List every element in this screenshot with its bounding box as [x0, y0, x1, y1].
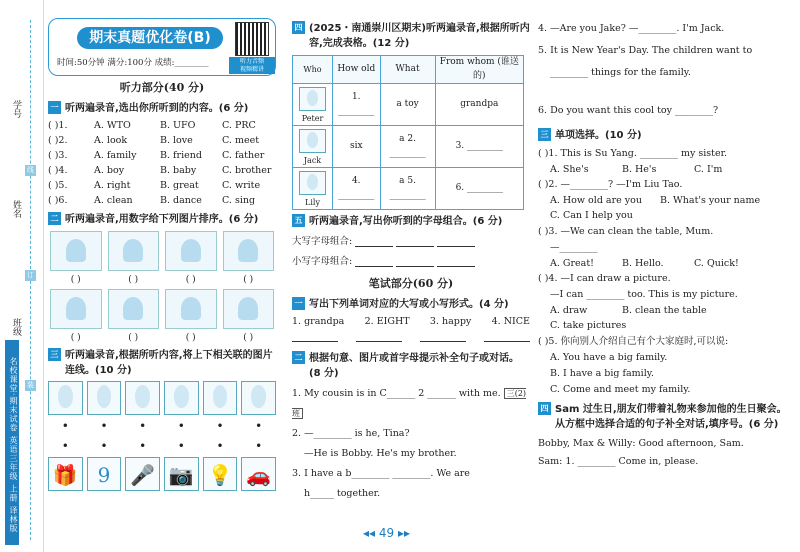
option[interactable]: A. You have a big family. [550, 352, 668, 363]
dialogue-line: Sam: 1. ________ Come in, please. [538, 456, 699, 467]
qr-code-icon[interactable] [235, 22, 269, 56]
option: C. meet [222, 134, 260, 146]
answer-bracket[interactable]: ( )4. [48, 164, 68, 176]
section-title: 听两遍录音,写出你听到的字母组合。(6 分) [309, 216, 503, 227]
picture-grid [50, 231, 274, 344]
word-item: 2. EIGHT [364, 316, 410, 328]
match-dot[interactable]: • [255, 438, 263, 453]
answer-blank[interactable] [420, 333, 466, 342]
margin-mark: 订 [27, 271, 34, 279]
question-row [48, 164, 276, 179]
option: A. WTO [94, 119, 131, 131]
match-dot[interactable]: • [100, 418, 108, 433]
section-title: 写出下列单词对应的大写或小写形式。(4 分) [309, 298, 509, 310]
section-title: (2025・南通崇川区期末)听两遍录音,根据所听内容,完成表格。(12 分) [309, 23, 530, 49]
word-list [292, 315, 530, 331]
sentence-5b: ________ things for the family. [550, 67, 691, 78]
answer-blank[interactable] [355, 258, 393, 267]
section-number: 二 [292, 351, 305, 364]
option: A. clean [94, 194, 133, 206]
table-cell-who: Lily [293, 168, 333, 210]
sentence-4: 4. —Are you Jake? —________. I'm Jack. [538, 23, 725, 34]
section-number: 四 [538, 402, 551, 415]
sentence-1: 1. My cousin is in C______ 2 ______ with me. 三(2)班 [292, 387, 527, 418]
match-dot[interactable]: • [177, 438, 185, 453]
class-badge: 三(2)班 [292, 388, 527, 418]
person-picture [299, 87, 326, 111]
match-dot[interactable]: • [216, 438, 224, 453]
order-bracket[interactable]: ( ) [243, 332, 254, 343]
order-bracket[interactable]: ( ) [128, 332, 139, 343]
answer-blank[interactable] [396, 258, 434, 267]
match-dot[interactable]: • [139, 438, 147, 453]
student-id-label: 学号 [11, 100, 21, 118]
column-1 [48, 18, 276, 493]
option[interactable]: C. Quick! [694, 257, 739, 269]
answer-blank[interactable] [355, 238, 393, 247]
table-header: Who [293, 56, 333, 84]
answer-blank[interactable] [356, 333, 402, 342]
order-bracket[interactable]: ( ) [243, 274, 254, 285]
match-dot[interactable]: • [216, 418, 224, 433]
picture-4 [223, 231, 275, 271]
section-header [292, 351, 530, 381]
word-item: 1. grandpa [292, 316, 345, 328]
table-cell[interactable]: a 2. ________ [380, 126, 435, 168]
option[interactable]: C. I'm [694, 163, 723, 175]
mc-options [538, 193, 796, 208]
answer-bracket[interactable]: ( )5. [48, 179, 68, 191]
table-cell: six [333, 126, 381, 168]
answer-bracket[interactable]: ( )1. [48, 119, 68, 131]
section-number: 三 [538, 128, 551, 141]
table-row [293, 168, 524, 210]
series-stripe: 名校课堂·期末试卷 英语三年级 上册 译林版 [5, 340, 19, 545]
sentence-6: 6. Do you want this cool toy ________? [538, 105, 719, 116]
mc-question: ( )1. This is Su Yang. ________ my sister. [538, 148, 728, 159]
mc-question-line: —I can ________ too. This is my picture. [550, 289, 738, 300]
sentence-3b: h_____ together. [304, 487, 381, 499]
section-number: 一 [48, 101, 61, 114]
sentence-2a: 2. —________ is he, Tina? [292, 427, 410, 439]
table-header: From whom (谁送的) [435, 56, 523, 84]
table-cell[interactable]: 6. ________ [435, 168, 523, 210]
option[interactable]: A. How old are you [550, 194, 642, 206]
picture-3 [165, 231, 217, 271]
picture-1 [50, 231, 102, 271]
uppercase-label: 大写字母组合: [292, 235, 353, 247]
table-cell: a toy [380, 84, 435, 126]
question-list [48, 119, 276, 209]
order-bracket[interactable]: ( ) [70, 274, 81, 285]
section-header [48, 212, 276, 227]
listening-title: 听力部分(40 分) [119, 81, 205, 94]
person-picture [125, 381, 160, 415]
info-table [292, 55, 524, 210]
person-picture [164, 381, 199, 415]
sentence-5a: 5. It is New Year's Day. The children want to [538, 45, 753, 56]
table-cell-who: Jack [293, 126, 333, 168]
option[interactable]: B. Hello. [622, 257, 664, 269]
answer-blank[interactable] [437, 258, 475, 267]
section-header [538, 402, 796, 432]
match-dot[interactable]: • [100, 438, 108, 453]
person-picture [299, 171, 326, 195]
option: B. UFO [160, 119, 196, 131]
column-3 [538, 18, 796, 471]
microphone-icon: 🎤 [125, 457, 160, 491]
gift-icon: 🎁 [48, 457, 83, 491]
section-title: 根据句意、图片或首字母提示补全句子或对话。(8 分) [309, 352, 519, 379]
mc-question: ( )2. —________? —I'm Liu Tao. [538, 179, 683, 190]
column-2 [292, 18, 530, 504]
question-row [48, 179, 276, 194]
picture-7 [165, 289, 217, 329]
option[interactable]: B. clean the table [622, 304, 707, 316]
option[interactable]: A. She's [550, 163, 589, 175]
option: B. baby [160, 164, 197, 176]
option: A. look [94, 134, 128, 146]
title-box [48, 18, 276, 76]
lowercase-row [292, 252, 530, 272]
match-dot[interactable]: • [139, 418, 147, 433]
person-picture [48, 381, 83, 415]
person-picture [87, 381, 122, 415]
option: A. boy [94, 164, 125, 176]
option[interactable]: C. Can I help you [550, 210, 633, 221]
written-title: 笔试部分(60 分) [368, 277, 454, 290]
order-bracket[interactable]: ( ) [128, 274, 139, 285]
table-cell: grandpa [435, 84, 523, 126]
table-header: What [380, 56, 435, 84]
mc-question: ( )3. —We can clean the table, Mum. [538, 226, 714, 237]
match-dot[interactable]: • [61, 438, 69, 453]
option[interactable]: C. take pictures [550, 320, 627, 331]
match-dot[interactable]: • [177, 418, 185, 433]
match-dot[interactable]: • [255, 418, 263, 433]
name-label: 姓名 [11, 200, 21, 218]
order-bracket[interactable]: ( ) [185, 274, 196, 285]
section-title: 听两遍录音,选出你所听到的内容。(6 分) [65, 102, 249, 114]
option: A. family [94, 149, 137, 161]
option[interactable]: A. Great! [550, 257, 594, 269]
sentence-3a: 3. I have a b________ ________. We are [292, 467, 470, 479]
table-cell[interactable]: a 5. ________ [380, 168, 435, 210]
section-title: 听两遍录音,用数字给下列图片排序。(6 分) [65, 213, 259, 225]
order-bracket[interactable]: ( ) [185, 332, 196, 343]
margin-mark: 装 [27, 381, 34, 389]
picture-8 [223, 289, 275, 329]
dots-row [48, 437, 276, 455]
section-number: 四 [292, 21, 305, 34]
table-header: How old [333, 56, 381, 84]
option: B. love [160, 134, 193, 146]
exam-title: 期末真题优化卷(B) [77, 27, 223, 49]
mc-question: ( )5. 你向别人介绍自己有个大家庭时,可以说: [538, 336, 729, 347]
section-title: 听两遍录音,根据所听内容,将上下相关联的图片连线。(10 分) [65, 349, 273, 376]
sentence-2b: —He is Bobby. He's my brother. [304, 447, 457, 459]
question-row [48, 134, 276, 149]
option[interactable]: A. draw [550, 304, 588, 316]
table-cell[interactable]: 3. ________ [435, 126, 523, 168]
word-item: 3. happy [429, 316, 472, 328]
section-number: 一 [292, 297, 305, 310]
section-header [292, 214, 530, 229]
camera-icon: 📷 [164, 457, 199, 491]
option[interactable]: C. Come and meet my family. [550, 384, 691, 395]
section-title: 单项选择。(10 分) [555, 130, 642, 141]
section-header [538, 128, 796, 143]
option: B. great [160, 179, 199, 191]
section-header [292, 21, 530, 51]
option: C. brother [222, 164, 272, 176]
objects-row [48, 457, 276, 491]
question-row [48, 194, 276, 209]
table-cell[interactable]: 4. ________ [333, 168, 381, 210]
option: C. PRC [222, 119, 256, 131]
page-number: ◂◂ 49 ▸▸ [363, 526, 410, 540]
option[interactable]: B. He's [622, 163, 657, 175]
picture-2 [108, 231, 160, 271]
lowercase-label: 小写字母组合: [292, 255, 353, 267]
person-picture [299, 129, 326, 153]
section-header [48, 101, 276, 116]
picture-5 [50, 289, 102, 329]
mc-options [538, 162, 796, 177]
section-header [48, 348, 276, 378]
word-blanks [292, 331, 530, 345]
section-number: 三 [48, 348, 61, 361]
mc-question-line: —________ [550, 242, 598, 253]
person-picture [241, 381, 276, 415]
answer-blank[interactable] [484, 333, 530, 342]
picture-6 [108, 289, 160, 329]
lamp-icon: 💡 [203, 457, 238, 491]
table-cell-who: Peter [293, 84, 333, 126]
option[interactable]: B. What's your name [660, 194, 761, 206]
section-number: 五 [292, 214, 305, 227]
dialogue-line: Bobby, Max & Willy: Good afternoon, Sam. [538, 438, 744, 449]
number-nine-icon: 9 [87, 457, 122, 491]
mc-options [538, 256, 796, 271]
faces-row [48, 381, 276, 415]
match-dot[interactable]: • [61, 418, 69, 433]
option: C. sing [222, 194, 256, 206]
binding-margin [0, 0, 44, 552]
answer-bracket[interactable]: ( )3. [48, 149, 68, 161]
option: B. friend [160, 149, 202, 161]
section-title: Sam 过生日,朋友们带着礼物来参加他的生日聚会。从方框中选择合适的句子补全对话,填序号。(6 分) [555, 404, 787, 430]
option: C. write [222, 179, 261, 191]
section-header [292, 297, 530, 312]
uppercase-row [292, 232, 530, 252]
table-row [293, 126, 524, 168]
exam-meta: 时间:50分钟 满分:100分 成绩:________ [57, 58, 209, 68]
question-row [48, 149, 276, 164]
table-row [293, 84, 524, 126]
word-item: 4. NICE [491, 316, 530, 328]
option[interactable]: B. I have a big family. [550, 368, 654, 379]
section-number: 二 [48, 212, 61, 225]
question-row [48, 119, 276, 134]
mc-options [538, 303, 796, 318]
toy-car-icon: 🚗 [241, 457, 276, 491]
class-label: 班级 [11, 318, 21, 336]
mc-question: ( )4. —I can draw a picture. [538, 273, 671, 284]
answer-bracket[interactable]: ( )6. [48, 194, 68, 206]
margin-mark: 线 [27, 166, 34, 174]
qr-label: 听力音频 视频精讲 [229, 57, 275, 74]
option: C. father [222, 149, 265, 161]
answer-bracket[interactable]: ( )2. [48, 134, 68, 146]
answer-blank[interactable] [292, 333, 338, 342]
dots-row [48, 417, 276, 435]
answer-blank[interactable] [437, 238, 475, 247]
option: B. dance [160, 194, 202, 206]
option: A. right [94, 179, 131, 191]
order-bracket[interactable]: ( ) [70, 332, 81, 343]
table-cell[interactable]: 1. ________ [333, 84, 381, 126]
person-picture [203, 381, 238, 415]
answer-blank[interactable] [396, 238, 434, 247]
